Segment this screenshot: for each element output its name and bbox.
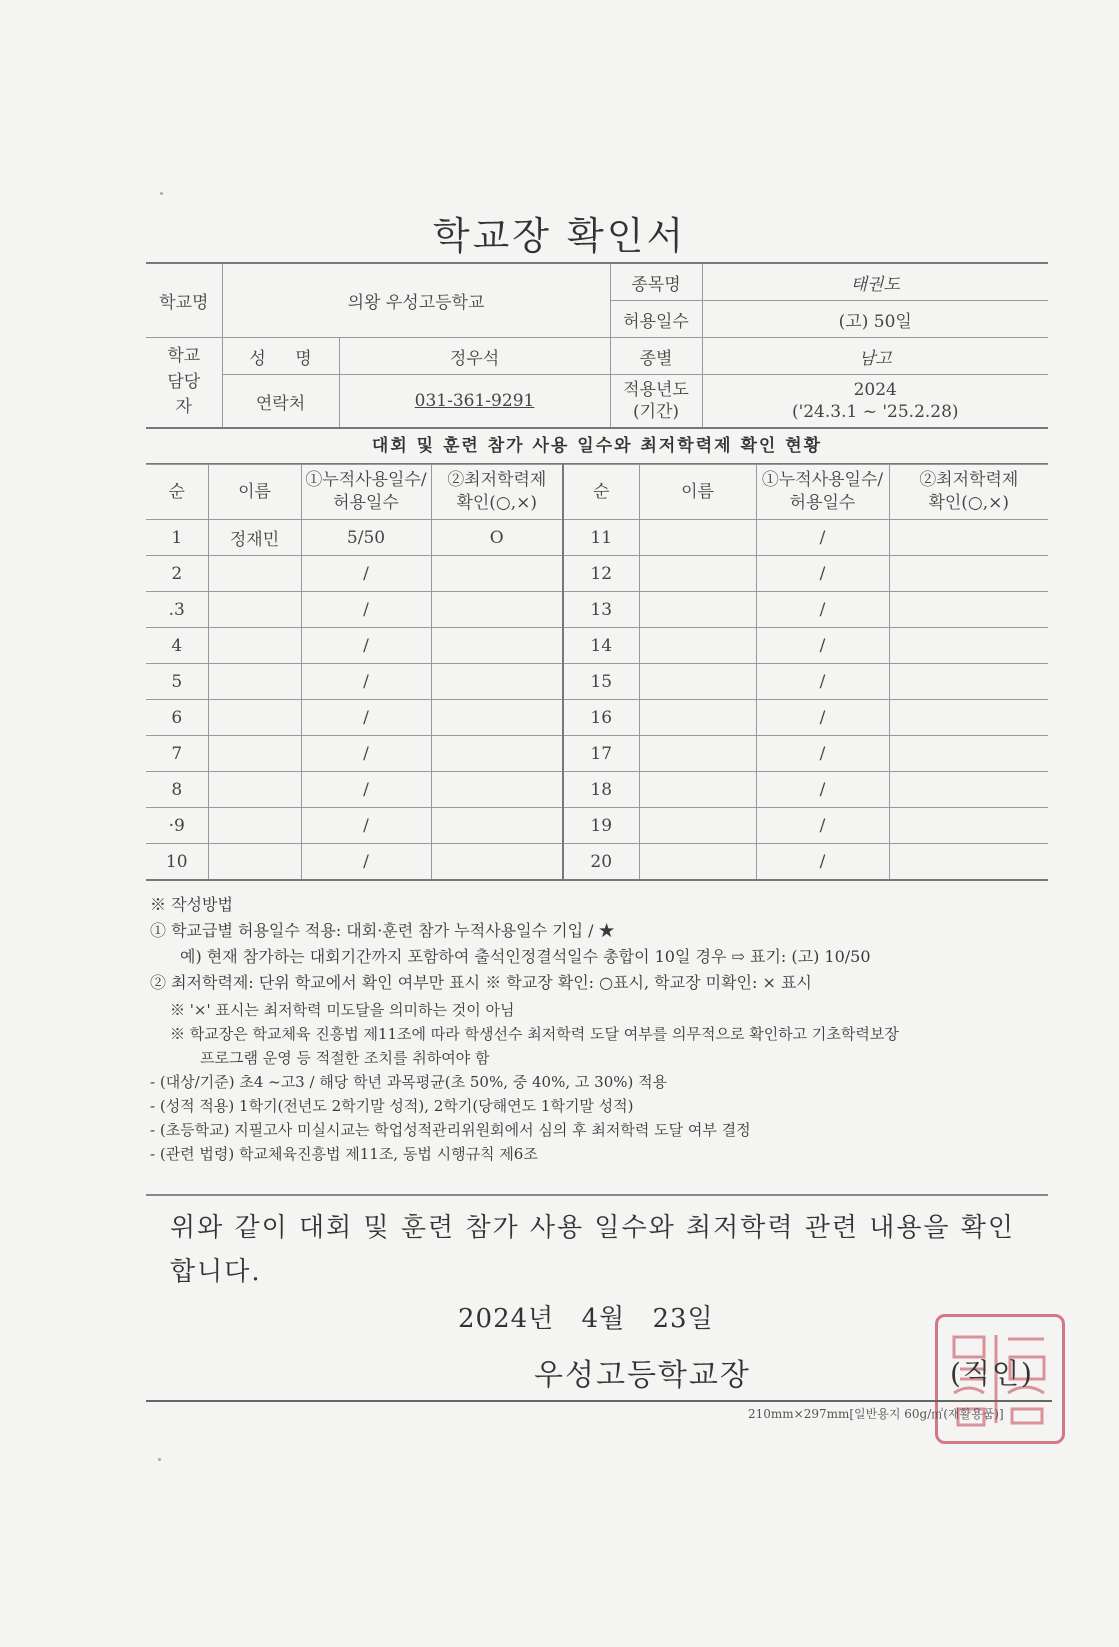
status-row bbox=[146, 700, 1048, 736]
header-check-line2: 확인(○,×) bbox=[456, 493, 538, 513]
row-no: 11 bbox=[563, 520, 639, 556]
row-check bbox=[889, 808, 1048, 844]
document-title: 학교장 확인서 bbox=[432, 214, 687, 258]
row-name bbox=[208, 700, 301, 736]
status-row bbox=[146, 844, 1048, 881]
row-no: 20 bbox=[563, 844, 639, 881]
contact-value-cell bbox=[339, 375, 610, 429]
note-item-2: ② 최저학력제: 단위 학교에서 확인 여부만 표시 ※ 학교장 확인: ○표시, 학교장 미확인: × 표시 bbox=[150, 973, 812, 992]
row-no: ·9 bbox=[146, 808, 208, 844]
row-days: / bbox=[301, 844, 431, 881]
note-dash-2: - (성적 적용) 1학기(전년도 2학기말 성적), 2학기(당해연도 1학기말 성적) bbox=[150, 1097, 634, 1115]
info-table bbox=[146, 262, 1048, 429]
header-days-line2: 허용일수 bbox=[789, 493, 856, 513]
status-row bbox=[146, 736, 1048, 772]
header-check bbox=[889, 465, 1048, 520]
status-row bbox=[146, 664, 1048, 700]
header-check bbox=[431, 465, 563, 520]
confirmation-line-1: 위와 같이 대회 및 훈련 참가 사용 일수와 최저학력 관련 내용을 확인 bbox=[170, 1213, 1016, 1243]
row-check bbox=[889, 520, 1048, 556]
notes-section bbox=[150, 893, 1050, 1166]
confirmation-statement bbox=[170, 1206, 1030, 1294]
row-no: 5 bbox=[146, 664, 208, 700]
status-row bbox=[146, 772, 1048, 808]
row-check bbox=[889, 736, 1048, 772]
confirmation-line-2: 합니다. bbox=[170, 1257, 262, 1287]
row-check: O bbox=[431, 520, 563, 556]
note-item-2-principal-cont: 프로그램 운영 등 적절한 조치를 취하여야 함 bbox=[200, 1049, 490, 1067]
row-name bbox=[639, 844, 756, 881]
row-check bbox=[431, 628, 563, 664]
row-check bbox=[431, 736, 563, 772]
row-name bbox=[639, 520, 756, 556]
footer-divider bbox=[146, 1400, 1052, 1402]
gender-label: 종별 bbox=[610, 338, 702, 375]
row-no: 19 bbox=[563, 808, 639, 844]
row-days: / bbox=[756, 520, 889, 556]
scan-speck bbox=[158, 1458, 161, 1461]
row-name bbox=[639, 808, 756, 844]
school-name: 의왕 우성고등학교 bbox=[222, 263, 610, 338]
row-name bbox=[639, 736, 756, 772]
row-name bbox=[639, 700, 756, 736]
year-label-cell bbox=[610, 375, 702, 429]
row-no: 4 bbox=[146, 628, 208, 664]
row-name bbox=[639, 592, 756, 628]
row-name bbox=[208, 808, 301, 844]
note-item-2-principal: ※ 학교장은 학교체육 진흥법 제11조에 따라 학생선수 최저학력 도달 여부를 의무적으로 확인하고 기초학력보장 bbox=[170, 1025, 899, 1043]
row-days: / bbox=[301, 556, 431, 592]
header-name: 이름 bbox=[208, 465, 301, 520]
row-no: 16 bbox=[563, 700, 639, 736]
issue-date: 2024년 4월 23일 bbox=[458, 1304, 714, 1334]
row-no: 1 bbox=[146, 520, 208, 556]
year-label: 적용년도 bbox=[623, 379, 689, 400]
divider bbox=[146, 1194, 1048, 1196]
row-days: / bbox=[756, 772, 889, 808]
note-dash-1: - (대상/기준) 초4 ~고3 / 해당 학년 과목평균(초 50%, 중 40%, 고 30%) 적용 bbox=[150, 1073, 668, 1091]
row-days: / bbox=[756, 736, 889, 772]
row-no: 13 bbox=[563, 592, 639, 628]
event-value: 태권도 bbox=[702, 263, 1048, 301]
row-check bbox=[889, 664, 1048, 700]
row-no: 8 bbox=[146, 772, 208, 808]
year-value: 2024 bbox=[853, 379, 897, 400]
year-label-period: (기간) bbox=[632, 402, 680, 422]
status-row bbox=[146, 592, 1048, 628]
allowed-days-label: 허용일수 bbox=[610, 301, 702, 338]
row-check bbox=[889, 592, 1048, 628]
row-no: .3 bbox=[146, 592, 208, 628]
row-check bbox=[431, 664, 563, 700]
row-check bbox=[431, 592, 563, 628]
row-name: 정재민 bbox=[208, 520, 301, 556]
note-dash-4: - (관련 법령) 학교체육진흥법 제11조, 동법 시행규칙 제6조 bbox=[150, 1145, 538, 1163]
row-no: 7 bbox=[146, 736, 208, 772]
row-days: / bbox=[301, 808, 431, 844]
header-name: 이름 bbox=[639, 465, 756, 520]
row-check bbox=[431, 844, 563, 881]
row-check bbox=[889, 628, 1048, 664]
row-name bbox=[208, 664, 301, 700]
note-dash-3: - (초등학교) 지필고사 미실시교는 학업성적관리위원회에서 심의 후 최저학력 도달 여부 결정 bbox=[150, 1121, 751, 1139]
row-days: / bbox=[756, 592, 889, 628]
period-value: ('24.3.1 ~ '25.2.28) bbox=[791, 402, 959, 422]
principal-title: 우성고등학교장 bbox=[534, 1358, 751, 1393]
row-days: / bbox=[301, 664, 431, 700]
row-name bbox=[208, 592, 301, 628]
status-row bbox=[146, 556, 1048, 592]
row-days: / bbox=[756, 700, 889, 736]
status-row bbox=[146, 808, 1048, 844]
header-check-line2: 확인(○,×) bbox=[928, 493, 1010, 513]
row-no: 15 bbox=[563, 664, 639, 700]
row-name bbox=[208, 628, 301, 664]
row-no: 17 bbox=[563, 736, 639, 772]
row-name bbox=[208, 556, 301, 592]
row-days: / bbox=[301, 772, 431, 808]
row-days: / bbox=[756, 556, 889, 592]
row-days: / bbox=[756, 628, 889, 664]
row-days: / bbox=[756, 808, 889, 844]
scan-speck bbox=[160, 192, 163, 195]
contact-value: 031-361-9291 bbox=[414, 391, 535, 411]
row-check bbox=[889, 772, 1048, 808]
row-check bbox=[431, 808, 563, 844]
school-label: 학교명 bbox=[146, 263, 222, 338]
row-no: 10 bbox=[146, 844, 208, 881]
status-table bbox=[146, 464, 1048, 881]
row-no: 14 bbox=[563, 628, 639, 664]
header-days bbox=[756, 465, 889, 520]
row-check bbox=[431, 700, 563, 736]
row-days: / bbox=[301, 700, 431, 736]
row-check bbox=[889, 700, 1048, 736]
row-no: 6 bbox=[146, 700, 208, 736]
row-days: / bbox=[301, 592, 431, 628]
status-row bbox=[146, 520, 1048, 556]
row-check bbox=[431, 556, 563, 592]
row-check bbox=[889, 844, 1048, 881]
header-no: 순 bbox=[146, 465, 208, 520]
row-name bbox=[639, 556, 756, 592]
contact-label: 연락처 bbox=[222, 375, 339, 429]
header-days bbox=[301, 465, 431, 520]
header-check-line1: ②최저학력제 bbox=[447, 470, 547, 491]
gender-value: 남고 bbox=[702, 338, 1048, 375]
row-days: / bbox=[756, 664, 889, 700]
status-row bbox=[146, 628, 1048, 664]
header-days-line1: ①누적사용일수/ bbox=[305, 470, 427, 491]
allowed-days-value: (고) 50일 bbox=[702, 301, 1048, 338]
row-name bbox=[639, 664, 756, 700]
row-name bbox=[639, 628, 756, 664]
row-name bbox=[208, 772, 301, 808]
name-value: 정우석 bbox=[339, 338, 610, 375]
row-name bbox=[208, 844, 301, 881]
row-days: / bbox=[301, 736, 431, 772]
row-no: 2 bbox=[146, 556, 208, 592]
row-days: / bbox=[756, 844, 889, 881]
row-check bbox=[431, 772, 563, 808]
section-title: 대회 및 훈련 참가 사용 일수와 최저학력제 확인 현황 bbox=[146, 429, 1048, 465]
seal-label: (직인) bbox=[950, 1357, 1034, 1390]
note-item-1: ① 학교급별 허용일수 적용: 대회·훈련 참가 누적사용일수 기입 / ★ bbox=[150, 921, 615, 940]
row-no: 12 bbox=[563, 556, 639, 592]
header-days-line2: 허용일수 bbox=[333, 493, 399, 513]
note-item-1-example: 예) 현재 참가하는 대회기간까지 포함하여 출석인정결석일수 총합이 10일 경우 ⇨ 표기: (고) 10/50 bbox=[180, 947, 871, 966]
note-item-2-remark: ※ '×' 표시는 최저학력 미도달을 의미하는 것이 아님 bbox=[170, 1001, 515, 1019]
status-header-row bbox=[146, 465, 1048, 520]
year-value-cell bbox=[702, 375, 1048, 429]
header-no: 순 bbox=[563, 465, 639, 520]
row-name bbox=[639, 772, 756, 808]
header-check-line1: ②최저학력제 bbox=[919, 470, 1019, 491]
row-no: 18 bbox=[563, 772, 639, 808]
header-days-line1: ①누적사용일수/ bbox=[761, 470, 884, 491]
manager-label: 학교 담당자 bbox=[146, 338, 222, 429]
event-label: 종목명 bbox=[610, 263, 702, 301]
row-days: 5/50 bbox=[301, 520, 431, 556]
notes-heading: ※ 작성방법 bbox=[150, 895, 233, 914]
paper-spec: 210mm×297mm[일반용지 60g/㎡(재활용품)] bbox=[748, 1407, 1004, 1421]
row-check bbox=[889, 556, 1048, 592]
row-days: / bbox=[301, 628, 431, 664]
row-name bbox=[208, 736, 301, 772]
name-label: 성 명 bbox=[222, 338, 339, 375]
